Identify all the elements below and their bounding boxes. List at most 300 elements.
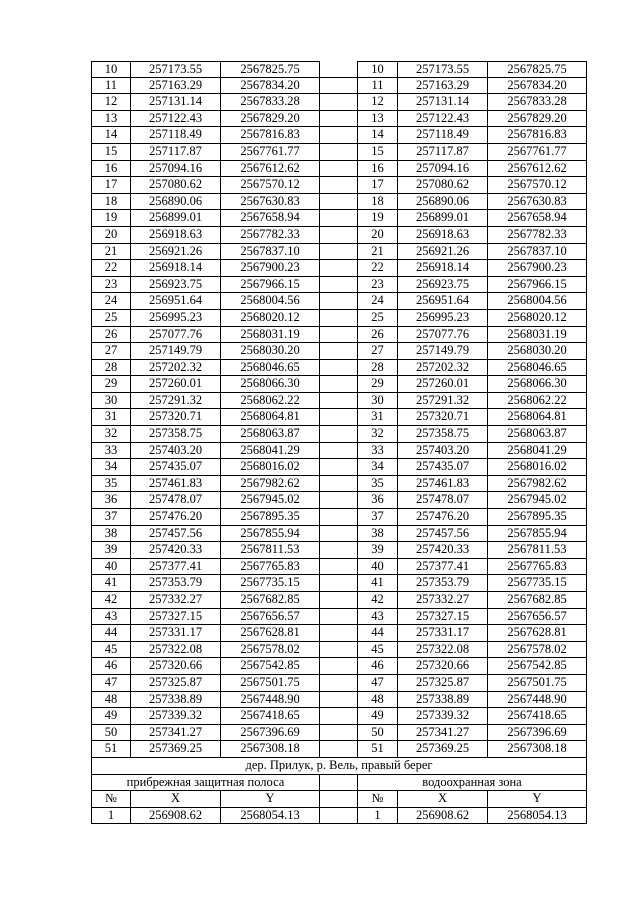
table-row <box>91 409 587 426</box>
right-point-number: 17 <box>358 177 398 194</box>
table-row <box>91 808 587 825</box>
right-point-number: 51 <box>358 741 398 758</box>
left-x-value: 256918.63 <box>131 227 221 244</box>
left-y-value: 2568031.19 <box>221 327 320 344</box>
left-x-value: 257353.79 <box>131 575 221 592</box>
column-gap <box>320 692 358 709</box>
table-row <box>91 675 587 692</box>
left-x-value: 257163.29 <box>131 78 221 95</box>
left-y-value: 2567782.33 <box>221 227 320 244</box>
left-y-value: 2567966.15 <box>221 277 320 294</box>
table-row <box>91 260 587 277</box>
table-row <box>91 144 587 161</box>
right-y-value: 2567834.20 <box>488 78 587 95</box>
right-x-value: X <box>398 791 488 808</box>
right-y-value: 2567396.69 <box>488 725 587 742</box>
column-gap <box>320 642 358 659</box>
right-y-value: 2567501.75 <box>488 675 587 692</box>
column-gap <box>320 808 358 825</box>
column-gap <box>320 542 358 559</box>
right-x-value: 257331.17 <box>398 625 488 642</box>
right-point-number: 32 <box>358 426 398 443</box>
table-row <box>91 609 587 626</box>
right-y-value: 2567811.53 <box>488 542 587 559</box>
right-x-value: 257325.87 <box>398 675 488 692</box>
left-point-number: 1 <box>91 808 131 825</box>
left-point-number: 34 <box>91 459 131 476</box>
table-row <box>91 725 587 742</box>
right-point-number: 24 <box>358 293 398 310</box>
right-point-number: 39 <box>358 542 398 559</box>
right-point-number: 14 <box>358 127 398 144</box>
right-y-value: 2567900.23 <box>488 260 587 277</box>
right-y-value: 2567658.94 <box>488 210 587 227</box>
left-x-value: 257338.89 <box>131 692 221 709</box>
left-point-number: 46 <box>91 658 131 675</box>
right-point-number: 49 <box>358 708 398 725</box>
left-x-value: 257403.20 <box>131 443 221 460</box>
right-y-value: 2567782.33 <box>488 227 587 244</box>
right-point-number: 42 <box>358 592 398 609</box>
right-x-value: 256995.23 <box>398 310 488 327</box>
left-y-value: 2567578.02 <box>221 642 320 659</box>
left-x-value: 257341.27 <box>131 725 221 742</box>
left-y-value: 2567900.23 <box>221 260 320 277</box>
column-gap <box>320 376 358 393</box>
left-x-value: 256908.62 <box>131 808 221 825</box>
left-x-value: 257291.32 <box>131 393 221 410</box>
right-point-number: 33 <box>358 443 398 460</box>
left-point-number: 13 <box>91 111 131 128</box>
left-point-number: 27 <box>91 343 131 360</box>
left-y-value: 2567837.10 <box>221 244 320 261</box>
column-gap <box>320 409 358 426</box>
column-gap <box>320 476 358 493</box>
right-y-value: 2567816.83 <box>488 127 587 144</box>
right-x-value: 257118.49 <box>398 127 488 144</box>
table-row <box>91 625 587 642</box>
right-point-number: 12 <box>358 94 398 111</box>
column-gap <box>320 426 358 443</box>
right-y-value: 2568041.29 <box>488 443 587 460</box>
right-point-number: 50 <box>358 725 398 742</box>
right-point-number: 16 <box>358 161 398 178</box>
column-gap <box>320 575 358 592</box>
left-x-value: 257339.32 <box>131 708 221 725</box>
table-row <box>91 791 587 808</box>
column-gap <box>320 343 358 360</box>
left-y-value: Y <box>221 791 320 808</box>
left-point-number: 45 <box>91 642 131 659</box>
right-y-value: 2568031.19 <box>488 327 587 344</box>
column-gap <box>320 675 358 692</box>
left-x-value: 257320.71 <box>131 409 221 426</box>
right-y-value: 2567735.15 <box>488 575 587 592</box>
coordinates-sheet <box>91 61 587 824</box>
right-x-value: 257461.83 <box>398 476 488 493</box>
left-x-value: 257117.87 <box>131 144 221 161</box>
left-point-number: 21 <box>91 244 131 261</box>
column-gap <box>320 625 358 642</box>
right-y-value: 2567656.57 <box>488 609 587 626</box>
right-x-value: 256918.14 <box>398 260 488 277</box>
left-y-value: 2568046.65 <box>221 360 320 377</box>
right-x-value: 257339.32 <box>398 708 488 725</box>
column-gap <box>320 61 358 78</box>
column-gap <box>320 227 358 244</box>
right-point-number: 48 <box>358 692 398 709</box>
right-x-value: 257476.20 <box>398 509 488 526</box>
left-point-number: 44 <box>91 625 131 642</box>
left-point-number: 10 <box>91 61 131 78</box>
left-x-value: 257094.16 <box>131 161 221 178</box>
left-point-number: 30 <box>91 393 131 410</box>
left-point-number: 14 <box>91 127 131 144</box>
right-x-value: 257403.20 <box>398 443 488 460</box>
right-y-value: 2567542.85 <box>488 658 587 675</box>
right-x-value: 257077.76 <box>398 327 488 344</box>
right-x-value: 257435.07 <box>398 459 488 476</box>
right-x-value: 257377.41 <box>398 559 488 576</box>
left-y-value: 2568064.81 <box>221 409 320 426</box>
left-point-number: 49 <box>91 708 131 725</box>
column-gap <box>320 791 358 808</box>
left-point-number: 41 <box>91 575 131 592</box>
table-row <box>91 542 587 559</box>
right-y-value: 2568016.02 <box>488 459 587 476</box>
right-point-number: 1 <box>358 808 398 825</box>
left-y-value: 2567630.83 <box>221 194 320 211</box>
left-x-value: 256995.23 <box>131 310 221 327</box>
table-row <box>91 244 587 261</box>
left-x-value: 256918.14 <box>131 260 221 277</box>
left-point-number: 12 <box>91 94 131 111</box>
column-gap <box>320 459 358 476</box>
right-x-value: 257131.14 <box>398 94 488 111</box>
right-y-value: 2568054.13 <box>488 808 587 825</box>
right-y-value: 2567837.10 <box>488 244 587 261</box>
left-point-number: 17 <box>91 177 131 194</box>
left-zone-header: прибрежная защитная полоса <box>91 775 320 792</box>
right-y-value: 2568046.65 <box>488 360 587 377</box>
table-row <box>91 692 587 709</box>
column-gap <box>320 592 358 609</box>
table-row <box>91 509 587 526</box>
right-point-number: 31 <box>358 409 398 426</box>
left-point-number: 15 <box>91 144 131 161</box>
left-point-number: 19 <box>91 210 131 227</box>
right-x-value: 257420.33 <box>398 542 488 559</box>
left-x-value: X <box>131 791 221 808</box>
left-y-value: 2567811.53 <box>221 542 320 559</box>
left-point-number: 11 <box>91 78 131 95</box>
left-point-number: 18 <box>91 194 131 211</box>
right-y-value: 2568062.22 <box>488 393 587 410</box>
right-y-value: Y <box>488 791 587 808</box>
column-gap <box>320 78 358 95</box>
column-gap <box>320 260 358 277</box>
right-x-value: 256923.75 <box>398 277 488 294</box>
left-point-number: 48 <box>91 692 131 709</box>
right-point-number: № <box>358 791 398 808</box>
column-gap <box>320 609 358 626</box>
table-row <box>91 459 587 476</box>
table-row <box>91 360 587 377</box>
table-row <box>91 227 587 244</box>
left-y-value: 2567656.57 <box>221 609 320 626</box>
left-y-value: 2567570.12 <box>221 177 320 194</box>
right-y-value: 2567628.81 <box>488 625 587 642</box>
left-x-value: 257435.07 <box>131 459 221 476</box>
column-gap <box>320 559 358 576</box>
right-point-number: 23 <box>358 277 398 294</box>
table-row <box>91 127 587 144</box>
column-gap <box>320 277 358 294</box>
column-gap <box>320 658 358 675</box>
left-x-value: 257457.56 <box>131 526 221 543</box>
right-point-number: 13 <box>358 111 398 128</box>
right-y-value: 2567761.77 <box>488 144 587 161</box>
left-y-value: 2568020.12 <box>221 310 320 327</box>
column-gap <box>320 492 358 509</box>
left-point-number: 33 <box>91 443 131 460</box>
left-x-value: 256921.26 <box>131 244 221 261</box>
table-row <box>91 658 587 675</box>
left-point-number: 38 <box>91 526 131 543</box>
left-point-number: 23 <box>91 277 131 294</box>
column-gap <box>320 161 358 178</box>
table-row <box>91 492 587 509</box>
column-gap <box>320 526 358 543</box>
right-point-number: 22 <box>358 260 398 277</box>
right-x-value: 257094.16 <box>398 161 488 178</box>
right-x-value: 257149.79 <box>398 343 488 360</box>
left-y-value: 2567855.94 <box>221 526 320 543</box>
right-x-value: 256890.06 <box>398 194 488 211</box>
right-point-number: 46 <box>358 658 398 675</box>
right-point-number: 29 <box>358 376 398 393</box>
left-y-value: 2567765.83 <box>221 559 320 576</box>
left-y-value: 2567735.15 <box>221 575 320 592</box>
right-y-value: 2567570.12 <box>488 177 587 194</box>
right-point-number: 26 <box>358 327 398 344</box>
right-point-number: 41 <box>358 575 398 592</box>
right-x-value: 257320.71 <box>398 409 488 426</box>
left-y-value: 2567658.94 <box>221 210 320 227</box>
right-x-value: 257260.01 <box>398 376 488 393</box>
right-zone-header: водоохранная зона <box>358 775 587 792</box>
right-x-value: 256908.62 <box>398 808 488 825</box>
column-gap <box>320 327 358 344</box>
left-point-number: 43 <box>91 609 131 626</box>
left-x-value: 257358.75 <box>131 426 221 443</box>
column-gap <box>320 310 358 327</box>
left-point-number: 25 <box>91 310 131 327</box>
left-y-value: 2568062.22 <box>221 393 320 410</box>
left-point-number: 39 <box>91 542 131 559</box>
right-point-number: 34 <box>358 459 398 476</box>
right-point-number: 21 <box>358 244 398 261</box>
table-row <box>91 476 587 493</box>
left-point-number: 35 <box>91 476 131 493</box>
right-y-value: 2568064.81 <box>488 409 587 426</box>
right-y-value: 2567630.83 <box>488 194 587 211</box>
table-row <box>91 426 587 443</box>
section-header-row <box>91 775 587 792</box>
section-title-row <box>91 758 587 775</box>
left-y-value: 2567829.20 <box>221 111 320 128</box>
left-x-value: 256899.01 <box>131 210 221 227</box>
left-x-value: 257118.49 <box>131 127 221 144</box>
table-row <box>91 177 587 194</box>
left-point-number: 28 <box>91 360 131 377</box>
left-x-value: 257478.07 <box>131 492 221 509</box>
right-x-value: 257358.75 <box>398 426 488 443</box>
right-point-number: 43 <box>358 609 398 626</box>
right-point-number: 15 <box>358 144 398 161</box>
table-row <box>91 393 587 410</box>
right-point-number: 27 <box>358 343 398 360</box>
left-x-value: 257331.17 <box>131 625 221 642</box>
right-x-value: 257117.87 <box>398 144 488 161</box>
right-x-value: 257122.43 <box>398 111 488 128</box>
table-row <box>91 277 587 294</box>
left-point-number: 16 <box>91 161 131 178</box>
left-y-value: 2568063.87 <box>221 426 320 443</box>
table-row <box>91 161 587 178</box>
right-y-value: 2567612.62 <box>488 161 587 178</box>
column-gap <box>320 144 358 161</box>
right-y-value: 2567829.20 <box>488 111 587 128</box>
right-point-number: 47 <box>358 675 398 692</box>
column-gap <box>320 393 358 410</box>
right-y-value: 2567825.75 <box>488 61 587 78</box>
left-x-value: 257173.55 <box>131 61 221 78</box>
column-gap <box>320 111 358 128</box>
left-point-number: 47 <box>91 675 131 692</box>
left-y-value: 2567396.69 <box>221 725 320 742</box>
right-x-value: 257341.27 <box>398 725 488 742</box>
right-point-number: 20 <box>358 227 398 244</box>
left-y-value: 2567501.75 <box>221 675 320 692</box>
right-x-value: 257327.15 <box>398 609 488 626</box>
column-gap <box>320 708 358 725</box>
right-point-number: 18 <box>358 194 398 211</box>
right-x-value: 257322.08 <box>398 642 488 659</box>
right-point-number: 35 <box>358 476 398 493</box>
right-point-number: 30 <box>358 393 398 410</box>
left-x-value: 257325.87 <box>131 675 221 692</box>
right-point-number: 40 <box>358 559 398 576</box>
column-gap <box>320 443 358 460</box>
right-y-value: 2567418.65 <box>488 708 587 725</box>
right-y-value: 2568063.87 <box>488 426 587 443</box>
left-y-value: 2567825.75 <box>221 61 320 78</box>
right-y-value: 2567448.90 <box>488 692 587 709</box>
left-x-value: 257322.08 <box>131 642 221 659</box>
right-y-value: 2567682.85 <box>488 592 587 609</box>
right-x-value: 257291.32 <box>398 393 488 410</box>
right-y-value: 2567966.15 <box>488 277 587 294</box>
right-x-value: 257320.66 <box>398 658 488 675</box>
table-row <box>91 343 587 360</box>
left-point-number: 22 <box>91 260 131 277</box>
table-row <box>91 310 587 327</box>
table-row <box>91 111 587 128</box>
right-x-value: 256899.01 <box>398 210 488 227</box>
right-y-value: 2568020.12 <box>488 310 587 327</box>
right-y-value: 2567765.83 <box>488 559 587 576</box>
left-y-value: 2568016.02 <box>221 459 320 476</box>
table-row <box>91 61 587 78</box>
column-gap <box>320 360 358 377</box>
left-y-value: 2567833.28 <box>221 94 320 111</box>
column-gap <box>320 94 358 111</box>
right-x-value: 257332.27 <box>398 592 488 609</box>
left-y-value: 2567308.18 <box>221 741 320 758</box>
left-y-value: 2567612.62 <box>221 161 320 178</box>
left-x-value: 257131.14 <box>131 94 221 111</box>
left-y-value: 2568004.56 <box>221 293 320 310</box>
left-point-number: 24 <box>91 293 131 310</box>
right-point-number: 36 <box>358 492 398 509</box>
left-y-value: 2567834.20 <box>221 78 320 95</box>
right-x-value: 257369.25 <box>398 741 488 758</box>
table-row <box>91 443 587 460</box>
right-y-value: 2568004.56 <box>488 293 587 310</box>
left-y-value: 2567628.81 <box>221 625 320 642</box>
table-row <box>91 526 587 543</box>
left-point-number: 40 <box>91 559 131 576</box>
left-y-value: 2568066.30 <box>221 376 320 393</box>
left-point-number: 37 <box>91 509 131 526</box>
left-point-number: 26 <box>91 327 131 344</box>
left-y-value: 2568054.13 <box>221 808 320 825</box>
right-point-number: 38 <box>358 526 398 543</box>
right-point-number: 25 <box>358 310 398 327</box>
right-point-number: 10 <box>358 61 398 78</box>
column-gap <box>320 244 358 261</box>
left-y-value: 2567816.83 <box>221 127 320 144</box>
left-x-value: 257080.62 <box>131 177 221 194</box>
left-point-number: № <box>91 791 131 808</box>
left-x-value: 256890.06 <box>131 194 221 211</box>
right-y-value: 2567578.02 <box>488 642 587 659</box>
column-gap <box>320 725 358 742</box>
left-point-number: 32 <box>91 426 131 443</box>
right-y-value: 2567982.62 <box>488 476 587 493</box>
right-point-number: 37 <box>358 509 398 526</box>
table-row <box>91 575 587 592</box>
left-x-value: 257377.41 <box>131 559 221 576</box>
left-y-value: 2567682.85 <box>221 592 320 609</box>
table-row <box>91 592 587 609</box>
left-x-value: 257077.76 <box>131 327 221 344</box>
right-x-value: 256921.26 <box>398 244 488 261</box>
left-x-value: 257476.20 <box>131 509 221 526</box>
column-gap <box>320 293 358 310</box>
left-point-number: 51 <box>91 741 131 758</box>
left-point-number: 29 <box>91 376 131 393</box>
left-y-value: 2567945.02 <box>221 492 320 509</box>
left-point-number: 31 <box>91 409 131 426</box>
right-point-number: 28 <box>358 360 398 377</box>
right-x-value: 257457.56 <box>398 526 488 543</box>
left-x-value: 257332.27 <box>131 592 221 609</box>
left-x-value: 257420.33 <box>131 542 221 559</box>
right-point-number: 19 <box>358 210 398 227</box>
right-x-value: 256951.64 <box>398 293 488 310</box>
